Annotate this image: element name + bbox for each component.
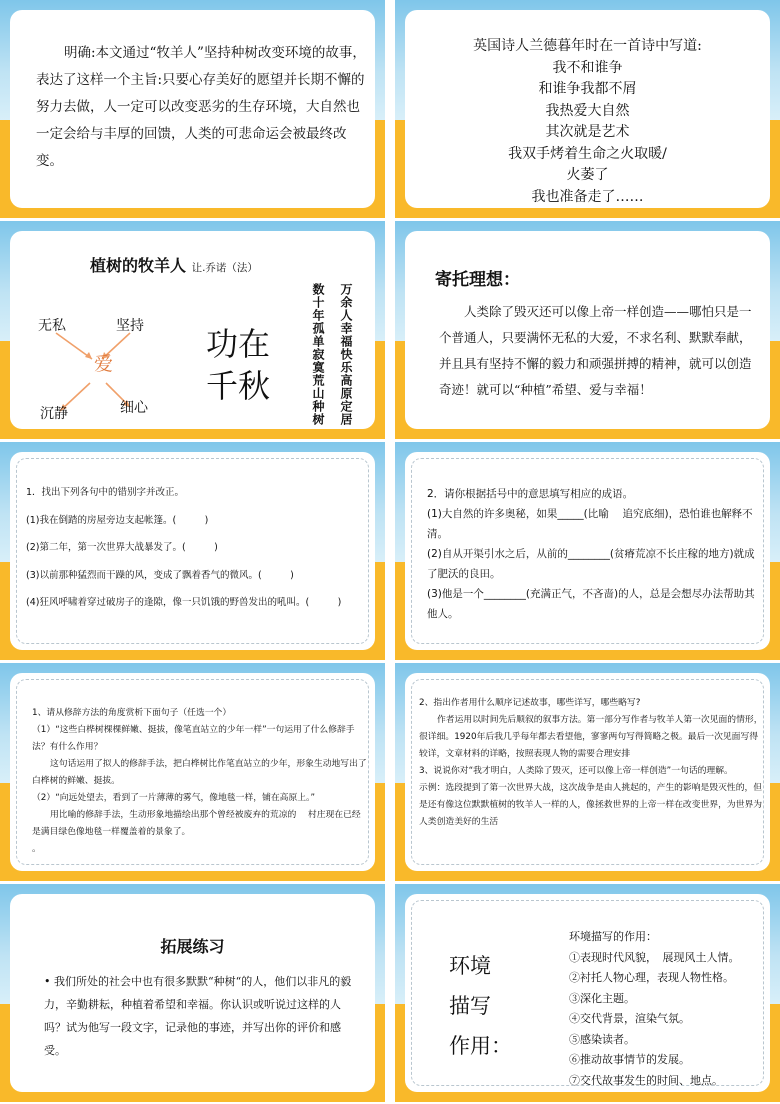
slogan-line: 千秋 xyxy=(206,367,271,405)
exercise-item: (2)第二年，第一次世界大战暴发了。( ) xyxy=(26,542,218,553)
poem-line: 我也准备走了…… xyxy=(531,188,644,205)
word-calm: 沉静 xyxy=(40,406,68,422)
slide-10-thumbnail[interactable] xyxy=(395,884,780,1102)
exercise-item: 2．请你根据括号中的意思填写相应的成语。 xyxy=(427,488,634,500)
answer-item: （2）“向远处望去，看到了一片薄薄的雾气，像地毯一样，铺在高原上。” xyxy=(32,793,316,803)
slide-card xyxy=(10,452,375,650)
big-heading xyxy=(449,946,512,1066)
exercise-list xyxy=(427,484,765,624)
vertical-text-right: 万余人幸福快乐高原定居 xyxy=(339,283,353,426)
exercise-item: (3)以前那种猛烈而干躁的风，变成了飘着香气的微风。( ) xyxy=(26,569,294,581)
body-text: 人类除了毁灭还可以像上帝一样创造——哪怕只是一个普通人，只要满怀无私的大爱，不求名利、默默奉献，并且具有坚持不懈的毅力和顽强拼搏的精神，就可以创造奇迹！就可以“种植”希望、爱与幸福！ xyxy=(439,304,752,397)
word-persist: 坚持 xyxy=(116,318,144,334)
answer-item: 2、指出作者用什么顺序记述故事，哪些详写，哪些略写? xyxy=(419,698,641,708)
function-item: ⑤感染读者。 xyxy=(569,1032,635,1046)
answer-item: 3、说说你对“我才明白，人类除了毁灭，还可以像上帝一样创造”一句话的理解。 xyxy=(419,766,733,776)
answer-item: （1）“这些白桦树棵棵鲜嫩、挺拔，像笔直站立的少年一样”一句运用了什么修辞手法？有什么作用？ xyxy=(32,725,355,752)
lesson-author: 让.乔诺（法） xyxy=(191,262,258,274)
function-item: ④交代背景，渲染气氛。 xyxy=(569,1012,690,1025)
slide-2-thumbnail[interactable] xyxy=(395,0,780,218)
answer-item: 1、请从修辞方法的角度赏析下面句子（任选一个） xyxy=(32,708,232,718)
answer-item: 这句话运用了拟人的修辞手法，把白桦树比作笔直站立的少年，形象生动地写出了白桦树的鲜嫩、挺拔。 xyxy=(32,759,367,786)
big-heading-line: 环境 xyxy=(449,954,491,978)
vertical-text-left: 数十年孤单寂寞荒山种树 xyxy=(311,283,325,426)
exercise-item: (4)狂风呼啸着穿过破房子的逢隙，像一只饥饿的野兽发出的吼叫。( ) xyxy=(26,597,342,608)
slide-6-thumbnail[interactable] xyxy=(395,442,780,660)
poem-line: 我不和谁争 xyxy=(552,59,623,76)
slogan-line: 功在 xyxy=(206,325,271,363)
word-selfless: 无私 xyxy=(38,318,66,334)
function-item: ⑦交代故事发生的时间、地点。 xyxy=(569,1073,723,1087)
function-item: ②衬托人物心理，表现人物性格。 xyxy=(569,971,734,984)
slide-card xyxy=(405,231,770,429)
body-text: • 我们所处的社会中也有很多默默“种树“的人，他们以非凡的毅力，辛勤耕耘，种植着希望和幸福。你认识或听说过这样的人吗？试为他写一段文字，记录他的事迹，并写出你的评价和感受。 xyxy=(44,975,352,1057)
exercise-item: (3)他是一个________(充满正气，不吝啬)的人，总是会想尽办法帮助其他人。 xyxy=(427,588,755,620)
slide-card xyxy=(405,10,770,208)
poem-line: 我热爱大自然 xyxy=(545,102,630,119)
big-heading-line: 作用： xyxy=(449,1034,512,1058)
slide-9-thumbnail[interactable] xyxy=(0,884,385,1102)
poem-line: 火萎了 xyxy=(566,167,609,183)
exercise-item: (1)大自然的许多奥秘，如果_____(比喻 追究底细)，恐怕谁也解释不清。 xyxy=(427,508,753,540)
answer-item: 。 xyxy=(32,844,41,854)
answer-list xyxy=(419,695,765,831)
slogan-text xyxy=(206,323,276,407)
slide-3-thumbnail[interactable] xyxy=(0,221,385,439)
word-love: 爱 xyxy=(94,353,114,375)
slide-title: 拓展练习 xyxy=(160,937,225,956)
exercise-list xyxy=(26,486,371,624)
poem-line: 英国诗人兰德暮年时在一首诗中写道: xyxy=(473,38,702,54)
exercise-item: (2)自从开渠引水之后，从前的________(贫瘠荒凉不长庄稼的地方)就成了肥沃的良田。 xyxy=(427,548,755,580)
poem-line: 其次就是艺术 xyxy=(545,124,630,140)
word-careful: 细心 xyxy=(120,400,148,416)
exercise-item: (1)我在倒踏的房屋旁边支起帐篷。( ) xyxy=(26,514,209,526)
slide-card xyxy=(405,673,770,871)
answer-item: 示例：选段提到了第一次世界大战，这次战争是由人挑起的，产生的影响是毁灭性的，但是还有像这位默默植树的牧羊人一样的人，像拯救世界的上帝一样在改变世界，为世界为人类创造美好的生活 xyxy=(419,783,763,827)
slide-8-thumbnail[interactable] xyxy=(395,663,780,881)
summary-text: 明确:本文通过“牧羊人”坚持种树改变环境的故事，表达了这样一个主旨:只要心存美好的愿望并长期不懈的努力去做，人一定可以改变恶劣的生存环境，大自然也一定会给与丰厚的回馈，人类的可悲命运会被最终改变。 xyxy=(36,45,366,169)
function-item: ③深化主题。 xyxy=(569,991,635,1005)
answer-list xyxy=(32,705,368,858)
slide-5-thumbnail[interactable] xyxy=(0,442,385,660)
lesson-title-text: 植树的牧羊人 xyxy=(90,256,187,275)
function-item: ⑥推动故事情节的发展。 xyxy=(569,1053,690,1066)
function-list-heading: 环境描写的作用： xyxy=(569,930,657,943)
slide-card xyxy=(405,894,770,1092)
poem-line: 我双手烤着生命之火取暖/ xyxy=(508,145,667,162)
slide-card xyxy=(10,894,375,1092)
slide-card xyxy=(10,10,375,208)
slide-card xyxy=(10,673,375,871)
poem-line: 和谁争我都不屑 xyxy=(538,81,637,97)
lesson-title xyxy=(90,253,258,276)
slide-title: 寄托理想： xyxy=(435,270,520,290)
exercise-item: 1．找出下列各句中的错别字并改正。 xyxy=(26,487,185,498)
function-list xyxy=(569,927,740,1091)
slide-1-thumbnail[interactable] xyxy=(0,0,385,218)
slide-card xyxy=(405,452,770,650)
slide-7-thumbnail[interactable] xyxy=(0,663,385,881)
slide-card xyxy=(10,231,375,429)
big-heading-line: 描写 xyxy=(449,994,491,1018)
answer-item: 作者运用以时间先后顺叙的叙事方法。第一部分写作者与牧羊人第一次见面的情形，很详细。1920年后我几乎每年都去看望他，寥寥两句写得简略之极。最后一次见面写得较详，文章材料的详略，按照表现人物的需要合理安排 xyxy=(419,715,763,759)
answer-item: 用比喻的修辞手法，生动形象地描绘出那个曾经被废弃的荒凉的 村庄现在已经是满目绿色像地毯一样覆盖着的景象了。 xyxy=(32,810,361,837)
slide-4-thumbnail[interactable] xyxy=(395,221,780,439)
poem-lines xyxy=(405,36,770,208)
function-item: ①表现时代风貌， 展现风土人情。 xyxy=(569,950,740,964)
